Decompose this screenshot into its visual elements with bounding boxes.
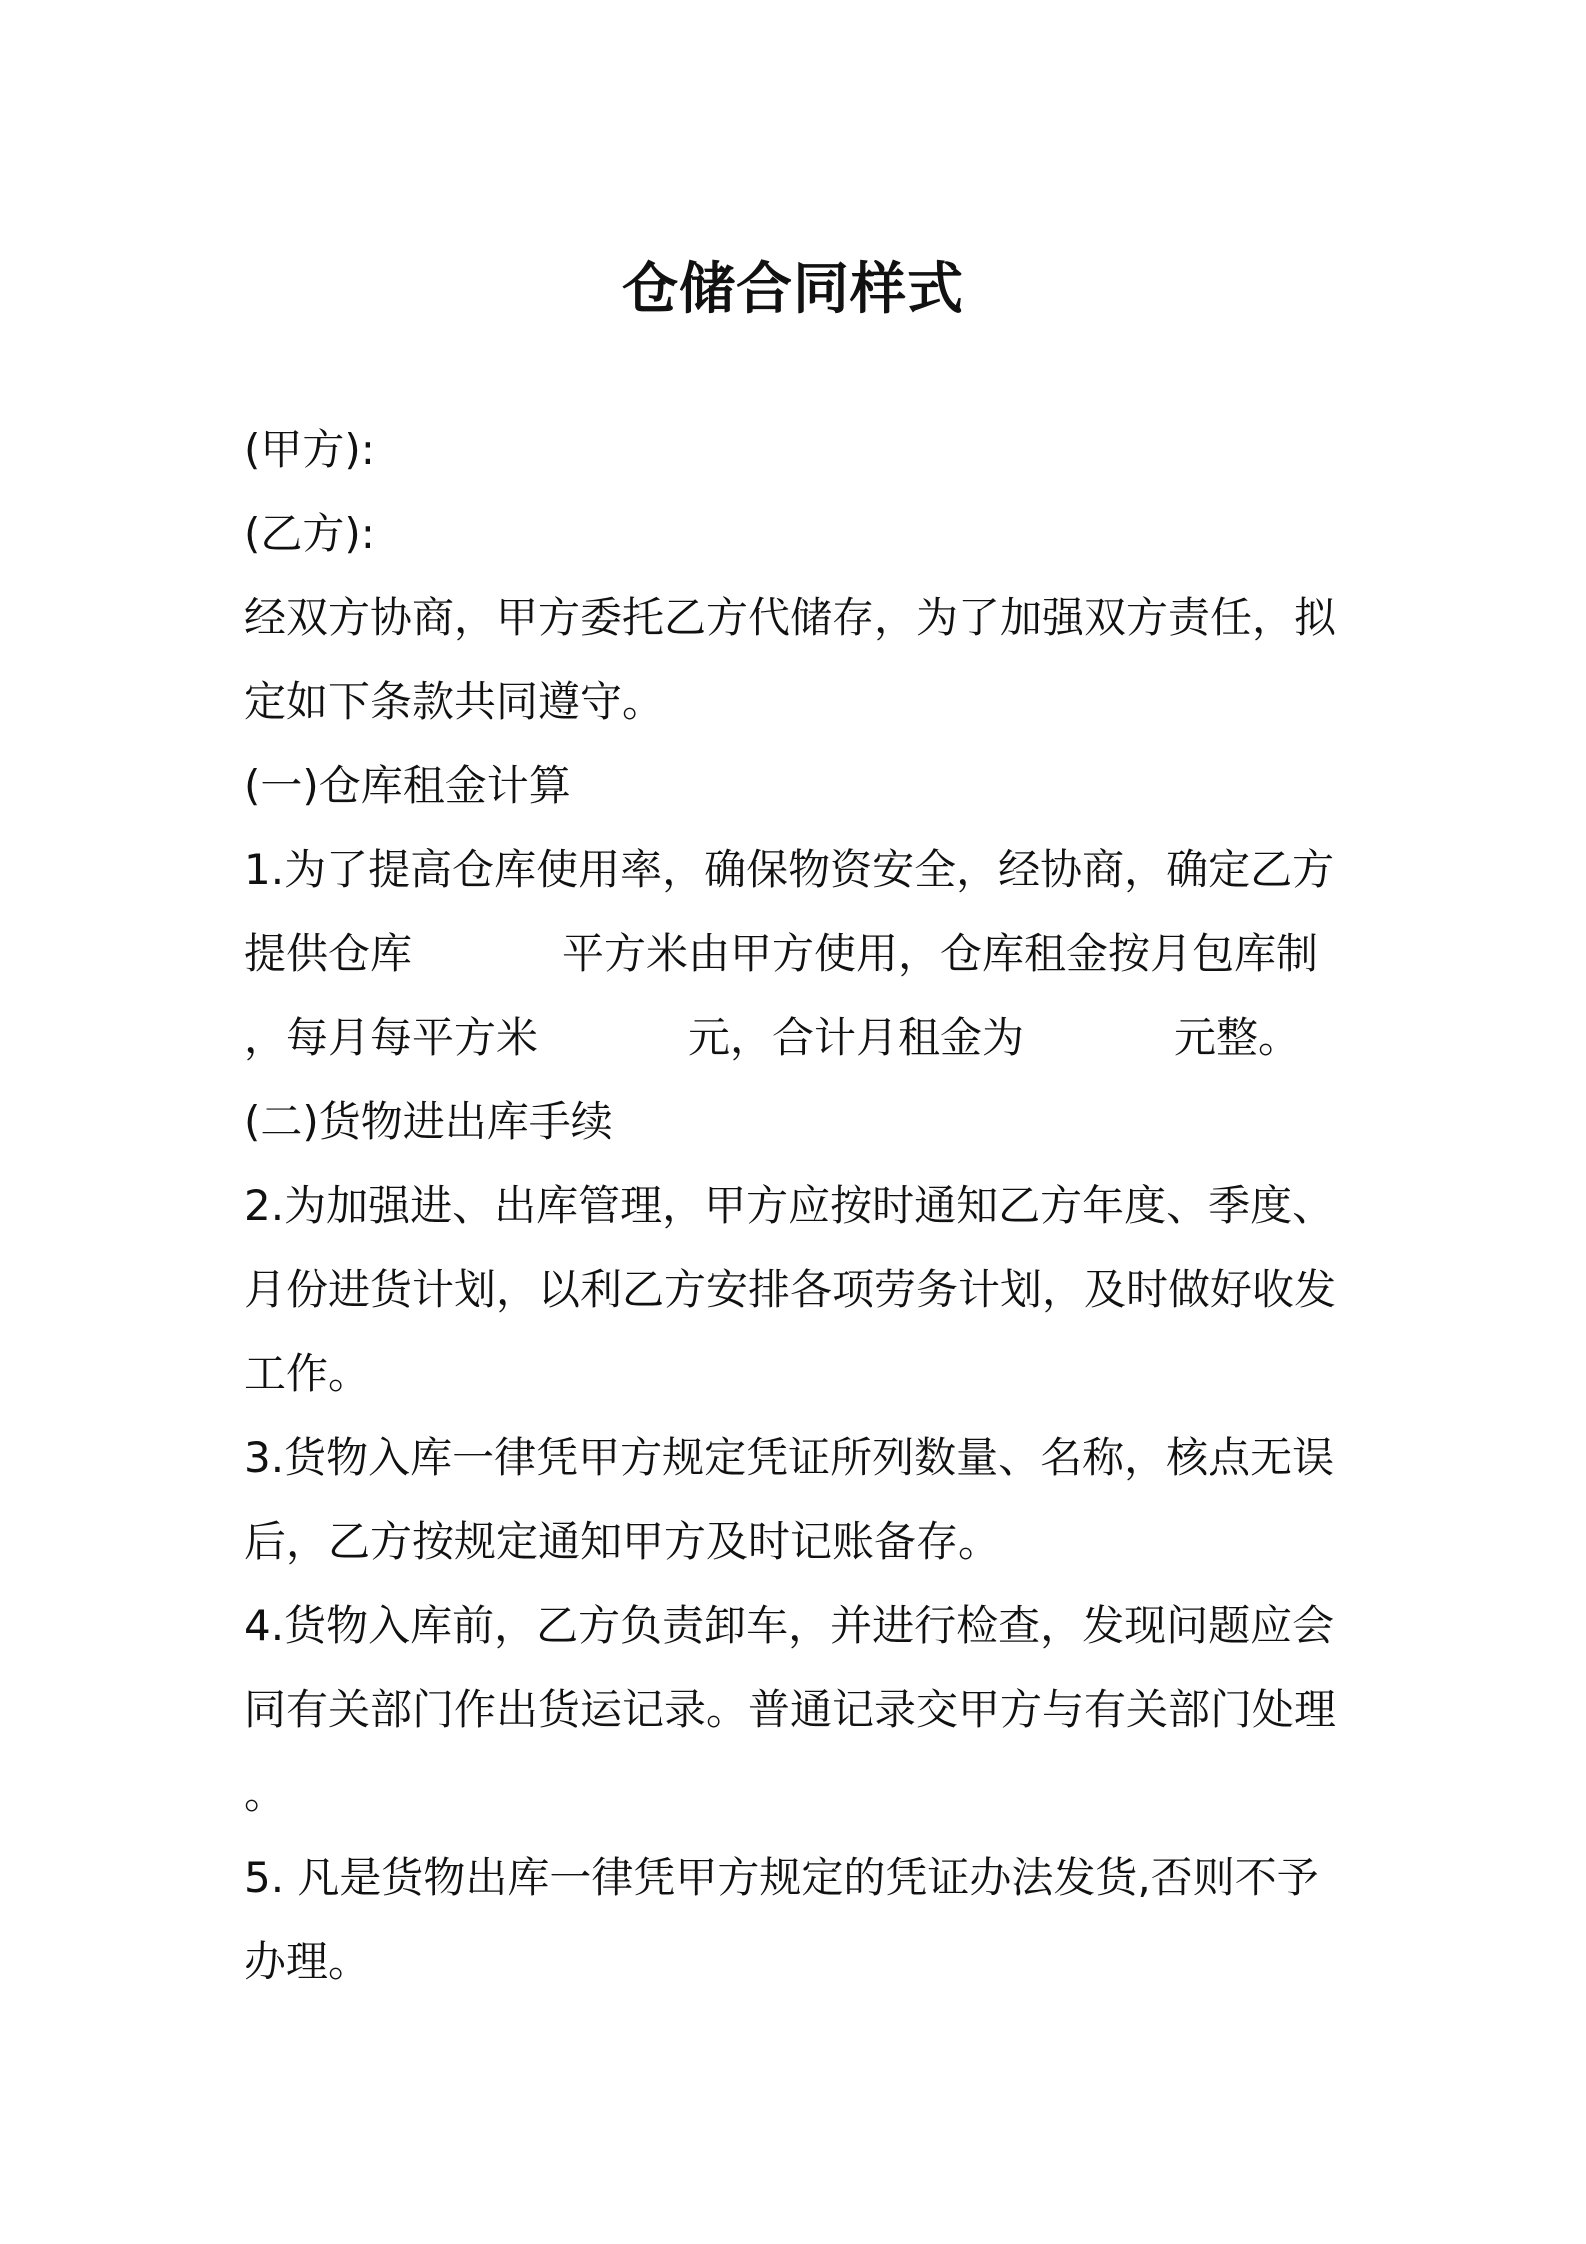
clause4-line-1: 4.货物入库前，乙方负责卸车，并进行检查，发现问题应会 (244, 1601, 1335, 1650)
clause1-text-monthly: 元，合计月租金为 (688, 1013, 1025, 1062)
clause2-line-1: 2.为加强进、出库管理，甲方应按时通知乙方年度、季度、 (244, 1181, 1335, 1230)
clause1-line-1: 1.为了提高仓库使用率，确保物资安全，经协商，确定乙方 (244, 845, 1335, 894)
clause1-text-yuan: 元整。 (1174, 1013, 1301, 1062)
document-title: 仓储合同样式 (622, 257, 964, 322)
clause2-line-3: 工作。 (244, 1349, 371, 1398)
clause5-line-2: 办理。 (244, 1937, 371, 1986)
clause4-line-3: 。 (244, 1769, 287, 1818)
clause3-line-2: 后，乙方按规定通知甲方及时记账备存。 (244, 1517, 1001, 1566)
clause2-line-2: 月份进货计划，以利乙方安排各项劳务计划，及时做好收发 (244, 1265, 1337, 1314)
clause5-line-1: 5. 凡是货物出库一律凭甲方规定的凭证办法发货,否则不予 (244, 1853, 1319, 1902)
clause3-line-1: 3.货物入库一律凭甲方规定凭证所列数量、名称，核点无误 (244, 1433, 1335, 1482)
document-body (244, 408, 1364, 2004)
intro-line-2: 定如下条款共同遵守。 (244, 677, 665, 726)
section2-heading: (二)货物进出库手续 (244, 1097, 613, 1146)
party-a-label: (甲方): (244, 425, 375, 474)
clause1-line-2 (244, 912, 1364, 996)
section1-heading: (一)仓库租金计算 (244, 761, 571, 810)
clause1-text-warehouse: 提供仓库 (244, 929, 413, 978)
party-b-label: (乙方): (244, 509, 375, 558)
clause1-text-per-sqm: ，每月每平方米 (244, 1013, 539, 1062)
clause1-line-3 (244, 996, 1364, 1080)
clause1-text-area: 平方米由甲方使用，仓库租金按月包库制 (562, 929, 1319, 978)
intro-line-1: 经双方协商，甲方委托乙方代储存，为了加强双方责任，拟 (244, 593, 1337, 642)
clause4-line-2: 同有关部门作出货运记录。普通记录交甲方与有关部门处理 (244, 1685, 1337, 1734)
